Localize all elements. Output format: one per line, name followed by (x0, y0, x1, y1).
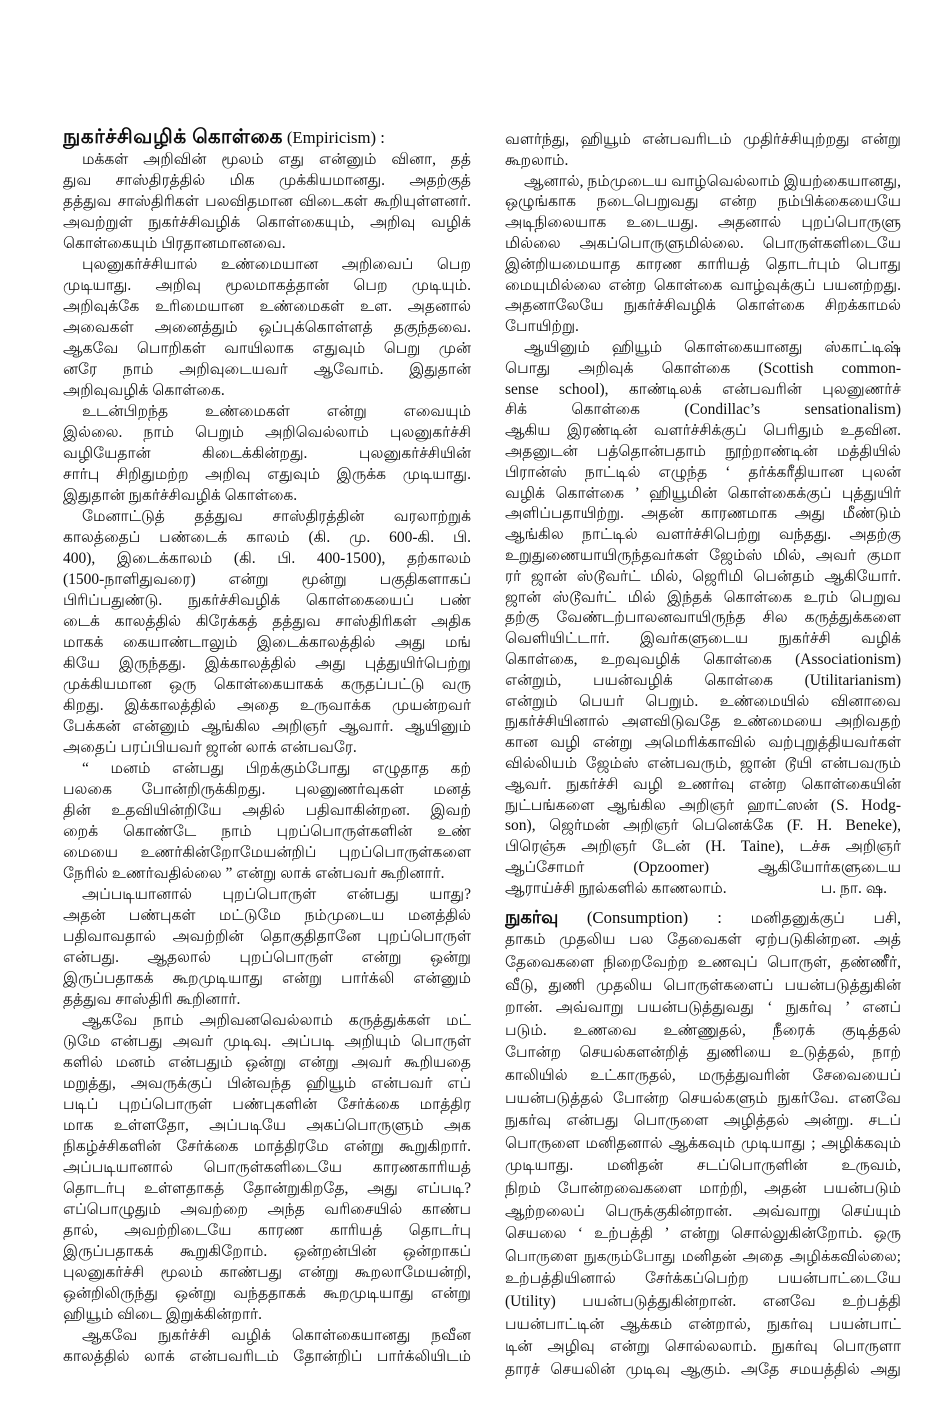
paragraph (63, 506, 471, 758)
text-line: “ மனம் என்பது பிறக்கும்போது எழுதாத கற் (82, 760, 471, 777)
text-fragment: ஆராய்ச்சி நூல்களில் காணலாம். (505, 879, 727, 897)
text-line: வெளியிட்டார். இவர்களுடைய நுகர்ச்சி வழிக் (505, 630, 901, 648)
text-line: மேனாட்டுத் தத்துவ சாஸ்திரத்தின் வரலாற்றுக் (82, 508, 471, 525)
text-line: sense school), காண்டிலக் என்பவரின் புலனுணர்ச் (505, 380, 901, 398)
text-line: என்றும் பெயர் பெறும். உண்மையில் வினாவை (505, 692, 901, 710)
paragraph (63, 884, 471, 1010)
author-initials: ப. நா. ஷ. (820, 879, 887, 897)
text-line: கான வழி என்று அமெரிக்காவில் வற்புறுத்தியவர்கள் (505, 734, 901, 752)
text-line: துவ சாஸ்திரத்தில் மிக முக்கியமானது. அதற்குத் (63, 172, 471, 189)
text-line: மக்கள் அறிவின் மூலம் எது என்னும் வினா, தத் (82, 151, 471, 168)
text-line: மில்லை அகப்பொருளுமில்லை. பொருள்களிடையே (505, 234, 901, 252)
text-line: வழியேதான் கிடைக்கின்றது. புலனுகர்ச்சியின் (63, 445, 471, 462)
text-line: வளர்ந்து, ஹியூம் என்பவரிடம் முதிர்ச்சியுற்றது என்று (505, 131, 901, 148)
text-line: உடன்பிறந்த உண்மைகள் என்று எவையும் (82, 403, 471, 420)
text-line: கியே இருந்தது. இக்காலத்தில் அது புத்துயிர்பெற்று (63, 655, 471, 672)
text-line: தாரச் செயலின் முடிவு ஆகும். அதே சமயத்தில் அது (505, 1360, 901, 1378)
text-line: கொள்கை, உறவுவழிக் கொள்கை (Associationism) (505, 650, 901, 668)
text-line: செயலை ‘ உற்பத்தி ’ என்று சொல்லுகின்றோம். ஒரு (505, 1225, 901, 1243)
text-line: றான். அவ்வாறு பயன்படுத்துவது ‘ நுகர்வு ’ எனப் (505, 999, 901, 1017)
text-line: தத்துவ சாஸ்திரி கூறினார். (63, 991, 241, 1008)
text-line: டின் அழிவு என்று சொல்லலாம். நுகர்வு பொருளா (505, 1338, 901, 1356)
text-line: ஆற்றலைப் பெருக்குகின்றான். அவ்வாறு செய்யும் (505, 1202, 901, 1220)
text-line: தின் உதவியின்றியே அதில் பதிவாகின்றன. இவற் (63, 802, 471, 819)
text-line: அவற்றுள் நுகர்ச்சிவழிக் கொள்கையும், அறிவு வழிக் (63, 214, 471, 231)
text-line: வீடு, துணி முதலிய பொருள்களைப் பயன்படுத்துகின் (505, 976, 901, 994)
text-line: மையை உணர்கின்றோமேயன்றிப் புறப்பொருள்களை (63, 844, 471, 861)
text-line: அறிவுவழிக் கொள்கை. (63, 382, 225, 399)
text-line: பலகை போன்றிருக்கிறது. புலனுணர்வுகள் மனத் (63, 781, 471, 798)
text-line: ஆனால், நம்முடைய வாழ்வெல்லாம் இயற்கையானது, (524, 172, 901, 190)
right-column (505, 130, 901, 1381)
text-fragment: மனிதனுக்குப் பசி, (750, 910, 901, 928)
text-line: தேவைகளை நிறைவேற்ற உணவுப் பொருள், தண்ணீர், (505, 954, 901, 972)
paragraph (63, 401, 471, 506)
entry-block (505, 905, 901, 1381)
text-line: டுமே என்பது அவர் முடிவு. அப்படி அறியும் பொருள் (63, 1033, 471, 1050)
text-line: இதுதான் நுகர்ச்சிவழிக் கொள்கை. (63, 487, 298, 504)
text-line: (1500-நாளிதுவரை) என்று மூன்று பகுதிகளாகப் (63, 571, 471, 588)
paragraph (63, 1325, 471, 1367)
text-line: காலத்தில் லாக் என்பவரிடம் தோன்றிப் பார்க்லியிடம் (63, 1348, 471, 1365)
text-line: தால், அவற்றிடையே காரண காரியத் தொடர்பு (63, 1222, 471, 1239)
text-line: பதிவாவதால் அவற்றின் தொகுதிதானே புறப்பொருள் (63, 928, 471, 945)
text-line: ரர் ஜான் ஸ்டூவர்ட் மில், ஜெரிமி பென்தம் ஆகியோர். (505, 567, 901, 585)
text-line: ஹியூம் விடை இறுக்கின்றார். (63, 1306, 263, 1323)
text-line: பேக்கன் என்னும் ஆங்கில அறிஞர் ஆவார். ஆயினும் (63, 718, 471, 735)
text-line: பயன்பாட்டின் ஆக்கம் என்றால், நுகர்வு பயன்பாட் (505, 1315, 901, 1333)
text-line: நிகழ்ச்சிகளின் சேர்க்கை மாத்திரமே என்று கூறுகிறார். (63, 1138, 471, 1155)
entry-headword: நுகர்ச்சிவழிக் கொள்கை (63, 126, 283, 148)
text-line: அதனுடன் பத்தொன்பதாம் நூற்றாண்டின் மத்தியில் (505, 442, 901, 460)
text-line: றைக் கொண்டே நாம் புறப்பொருள்களின் உண் (63, 823, 471, 840)
text-line: காலியில் உட்காருதல், மருத்துவரின் சேவையைப் (505, 1067, 901, 1085)
text-line: சார்பு சிறிதுமற்ற அறிவு எதுவும் இருக்க முடியாது. (63, 466, 471, 483)
english-term: (Consumption) : (586, 908, 722, 928)
text-line: ஆகவே பொறிகள் வாயிலாக எதுவும் பெறு முன் (63, 340, 471, 357)
text-line: தற்கு வேண்டற்பாலனவாயிருந்த சில கருத்துக்களை (505, 609, 901, 627)
text-line: கொள்கையும் பிரதானமானவை. (63, 235, 286, 252)
text-line: தொடர்பு உள்ளதாகத் தோன்றுகிறதே, அது எப்படி? (63, 1180, 471, 1197)
text-line: ஆவர். நுகர்ச்சி வழி உணர்வு என்ற கொள்கையின் (505, 775, 901, 793)
text-line: நுகர்ச்சியினால் அளவிடுவதே உண்மையை அறிவதற் (505, 713, 901, 731)
text-line: முடியாது. அறிவு மூலமாகத்தான் பெற முடியும். (63, 277, 471, 294)
text-line: மையுமில்லை என்ற கொள்கை வாழ்வுக்குப் பயனற்றது. (505, 276, 901, 294)
text-line: அதன் பண்புகள் மட்டுமே நம்முடைய மனத்தில் (63, 907, 471, 924)
text-line: ஒன்றிலிருந்து ஒன்று வந்ததாகக் கூறமுடியாது என்று (63, 1285, 471, 1302)
text-line: படிப் புறப்பொருள் பண்புகளின் சேர்க்கை மாத்திர (63, 1096, 471, 1113)
text-line: ஒழுங்காக நடைபெறுவது என்ற நம்பிக்கையையே (505, 193, 901, 211)
entry-heading-line (63, 125, 471, 149)
text-line: கூறலாம். (505, 151, 569, 169)
text-line: போயிற்று. (505, 318, 579, 336)
entry-headword: நுகர்வு (505, 907, 559, 928)
text-line: அளிப்பதாயிற்று. அதன் காரணமாக அது மீண்டும் (505, 505, 901, 523)
text-line: இருப்பதாகக் கூறமுடியாது என்று பார்க்லி என்னும் (63, 970, 471, 987)
text-line: அப்படியானால் பொருள்களிடையே காரணகாரியத் (63, 1159, 471, 1176)
signed-line (505, 879, 901, 900)
text-line: மாக உள்ளதோ, அப்படியே அகப்பொருளும் அக (63, 1117, 471, 1134)
text-line: இல்லை. நாம் பெறும் அறிவெல்லாம் புலனுகர்ச்சி (63, 424, 471, 441)
text-line: நேரில் உணர்வதில்லை ” என்று லாக் என்பவர் கூறினார். (63, 865, 445, 882)
text-line: நுகர்வு என்பது பொருளை அழித்தல் அன்று. சடப் (505, 1112, 901, 1130)
text-line: நிறம் போன்றவைகளை மாற்றி, அதன் பயன்படும் (505, 1180, 901, 1198)
text-line: உற்பத்தியினால் சேர்க்கப்பெற்ற பயன்பாட்டையே (505, 1270, 901, 1288)
text-line: அதைப் பரப்பியவர் ஜான் லாக் என்பவரே. (63, 739, 357, 756)
entry-block (63, 125, 471, 254)
text-line: கிறது. இக்காலத்தில் அதை உருவாக்க முயன்றவர் (63, 697, 471, 714)
english-term: (Empiricism) : (286, 128, 385, 147)
text-line: ஆகிய இரண்டின் வளர்ச்சிக்குப் பெரிதும் உதவின. (505, 422, 901, 440)
text-line: புலனுகர்ச்சியால் உண்மையான அறிவைப் பெற (82, 256, 471, 273)
text-line: புலனுகர்ச்சி மூலம் காண்பது என்று கூறலாமேயன்றி, (63, 1264, 471, 1281)
text-line: பொருளை நுகரும்போது மனிதன் அதை அழிக்கவில்லை; (505, 1248, 901, 1265)
text-line: பொது அறிவுக் கொள்கை (Scottish common- (505, 359, 901, 377)
text-line: son), ஜெர்மன் அறிஞர் பெனெக்கே (F. H. Beneke), (505, 817, 901, 835)
text-line: நுட்பங்களை ஆங்கில அறிஞர் ஹாட்ஸன் (S. Hodg- (505, 796, 901, 814)
continued-paragraph (505, 130, 901, 172)
text-line: அடிநிலையாக உடையது. அதனால் புறப்பொருளு (505, 214, 901, 232)
text-line: என்பது. ஆதலால் புறப்பொருள் என்று ஒன்று (63, 949, 471, 966)
text-line: முடியாது. மனிதன் சடப்பொருளின் உருவம், (505, 1157, 901, 1175)
paragraph (505, 338, 901, 900)
text-line: ஆப்சோமர் (Opzoomer) ஆகியோர்களுடைய (505, 858, 901, 876)
text-line: தாகம் முதலிய பல தேவைகள் ஏற்படுகின்றன. அத் (505, 931, 901, 949)
text-line: பொருளை மனிதனால் ஆக்கவும் முடியாது ; அழிக்கவும் (505, 1134, 901, 1152)
paragraph (63, 758, 471, 884)
text-line: பிரான்ஸ் நாட்டில் எழுந்த ‘ தர்க்கரீதியான புலன் (505, 463, 901, 481)
text-line: என்றும், பயன்வழிக் கொள்கை (Utilitarianism) (505, 671, 901, 689)
text-line: னரே நாம் அறிவுடையவர் ஆவோம். இதுதான் (63, 361, 471, 378)
text-line: டைக் காலத்தில் கிரேக்கத் தத்துவ சாஸ்திரிகள் அதிக (63, 613, 471, 630)
text-line: வில்லியம் ஜேம்ஸ் என்பவரும், ஜான் டூயி என்பவரும் (505, 754, 901, 772)
text-line: 400), இடைக்காலம் (கி. பி. 400-1500), தற்காலம் (63, 550, 471, 567)
text-line: ஜான் ஸ்டூவர்ட் மில் இந்தக் கொள்கை உரம் பெறுவ (505, 588, 901, 606)
text-line: அப்படியானால் புறப்பொருள் என்பது யாது? (82, 886, 471, 903)
text-line: பிரெஞ்சு அறிஞர் டேன் (H. Taine), டச்சு அறிஞர் (505, 838, 901, 856)
text-line: அதனாலேயே நுகர்ச்சிவழிக் கொள்கை சிறக்காமல் (505, 297, 901, 315)
text-line: ஆயினும் ஹியூம் கொள்கையானது ஸ்காட்டிஷ் (524, 338, 901, 356)
text-line: தத்துவ சாஸ்திரிகள் பலவிதமான விடைகள் கூறியுள்ளனர். (63, 193, 471, 210)
text-line: மாகக் கையாண்டாலும் இடைக்காலத்தில் அது மங் (63, 634, 471, 651)
paragraph (63, 254, 471, 401)
text-line: பயன்படுத்தல் போன்ற செயல்களும் நுகர்வே. எனவே (505, 1089, 901, 1107)
text-line: ஆங்கில நாட்டில் வளர்ச்சிபெற்று வந்தது. அதற்கு (505, 526, 901, 544)
text-line: சிக் கொள்கை (Condillac’s sensationalism) (505, 401, 901, 419)
text-line: பிரிப்பதுண்டு. நுகர்ச்சிவழிக் கொள்கையைப் பண் (63, 592, 471, 609)
text-line: இன்றியமையாத காரண காரியத் தொடர்பும் பொது (505, 255, 901, 273)
text-line: வழிக் கொள்கை ’ ஹியூமின் கொள்கைக்குப் புத்துயிர் (505, 484, 901, 502)
text-line: இருப்பதாகக் கூறுகிறோம். ஒன்றன்பின் ஒன்றாகப் (63, 1243, 471, 1260)
text-line: (Utility) பயன்படுத்துகின்றான். எனவே உற்பத்தி (505, 1292, 901, 1310)
entry-heading-line (505, 905, 901, 929)
paragraph (63, 1010, 471, 1325)
text-line: படும். உணவை உண்ணுதல், நீரைக் குடித்தல் (505, 1021, 901, 1039)
left-column (63, 125, 471, 1367)
text-line: போன்ற செயல்களன்றித் துணியை உடுத்தல், நாற் (505, 1044, 901, 1062)
text-line: மறுத்து, அவருக்குப் பின்வந்த ஹியூம் என்பவர் எப் (63, 1075, 471, 1092)
text-line: முக்கியமான ஒரு கொள்கையாகக் கருதப்பட்டு வரு (63, 676, 471, 693)
text-line: உறுதுணையாயிருந்தவர்கள் ஜேம்ஸ் மில், அவர் குமா (505, 546, 901, 564)
text-line: ஆகவே நாம் அறிவனவெல்லாம் கருத்துக்கள் மட் (82, 1012, 471, 1029)
text-line: ஆகவே நுகர்ச்சி வழிக் கொள்கையானது நவீன (82, 1327, 471, 1344)
text-line: காலத்தைப் பண்டைக் காலம் (கி. மு. 600-கி. பி. (63, 529, 471, 546)
text-line: களில் மனம் என்பதும் ஒன்று என்று அவர் கூறியதை (63, 1054, 471, 1071)
text-line: எப்பொழுதும் அவற்றை அந்த வரிசையில் காண்ப (63, 1201, 471, 1218)
text-line: அவைகள் அனைத்தும் ஒப்புக்கொள்ளத் தகுந்தவை. (63, 319, 471, 336)
text-line: அறிவுக்கே உரிமையான உண்மைகள் உள. அதனால் (63, 298, 471, 315)
paragraph (505, 172, 901, 338)
